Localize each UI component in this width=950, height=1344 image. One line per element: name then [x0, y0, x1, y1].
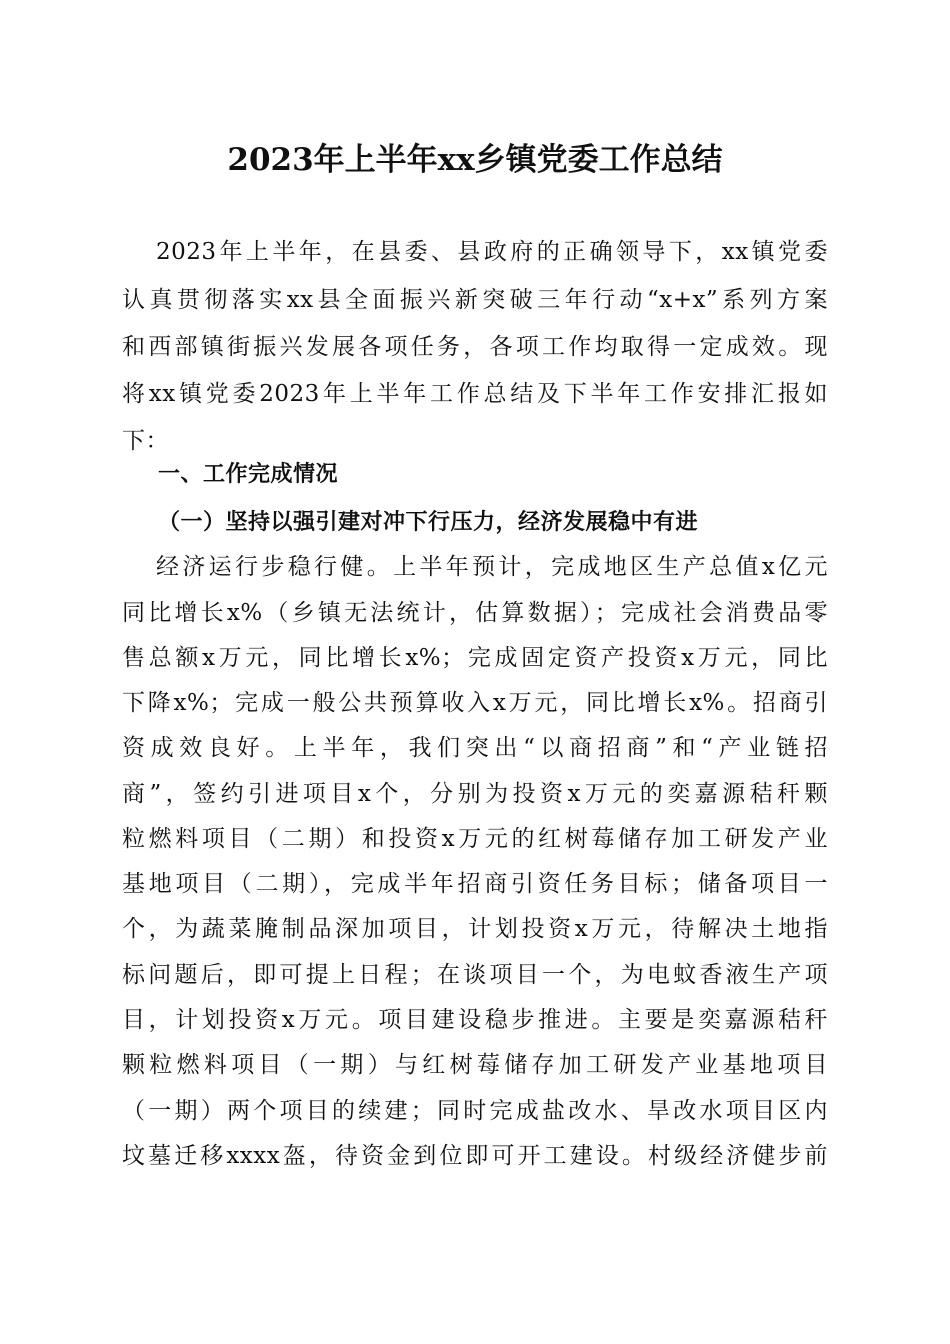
- body-line: 目，计划投资x万元。项目建设稳步推进。主要是奕嘉源秸秆: [122, 1007, 828, 1033]
- body-line: 个，为蔬菜腌制品深加项目，计划投资x万元，待解决土地指: [122, 916, 828, 942]
- body-line: 商”，签约引进项目x个，分别为投资x万元的奕嘉源秸秆颗: [122, 781, 828, 807]
- intro-line: 和西部镇街振兴发展各项任务，各项工作均取得一定成效。现: [122, 334, 828, 360]
- body-line: 同比增长x%（乡镇无法统计，估算数据）；完成社会消费品零: [122, 600, 828, 626]
- body-line: 坟墓迁移xxxx盔，待资金到位即可开工建设。村级经济健步前: [122, 1143, 828, 1169]
- body-line: 基地项目（二期），完成半年招商引资任务目标；储备项目一: [122, 871, 828, 897]
- section-heading: 一、工作完成情况: [158, 462, 339, 487]
- body-line: 粒燃料项目（二期）和投资x万元的红树莓储存加工研发产业: [122, 826, 828, 852]
- body-line: 标问题后，即可提上日程；在谈项目一个，为电蚊香液生产项: [122, 962, 828, 988]
- document-title: 2023年上半年xx乡镇党委工作总结: [227, 142, 723, 178]
- body-line: 资成效良好。上半年，我们突出“以商招商”和“产业链招: [122, 735, 828, 761]
- intro-line: 下：: [122, 428, 169, 454]
- body-line: 售总额x万元，同比增长x%；完成固定资产投资x万元，同比: [122, 645, 828, 671]
- body-line: 下降x%；完成一般公共预算收入x万元，同比增长x%。招商引: [122, 690, 828, 716]
- body-line: 颗粒燃料项目（一期）与红树莓储存加工研发产业基地项目: [122, 1052, 828, 1078]
- subsection-heading: （一）坚持以强引建对冲下行压力，经济发展稳中有进: [158, 509, 699, 535]
- intro-line: 认真贯彻落实xx县全面振兴新突破三年行动“x+x”系列方案: [122, 287, 828, 313]
- body-line: 经济运行步稳行健。上半年预计，完成地区生产总值x亿元: [156, 554, 828, 580]
- intro-line: 将xx镇党委2023年上半年工作总结及下半年工作安排汇报如: [122, 381, 828, 407]
- intro-line: 2023年上半年，在县委、县政府的正确领导下，xx镇党委: [156, 239, 828, 265]
- body-line: （一期）两个项目的续建；同时完成盐改水、旱改水项目区内: [122, 1098, 828, 1124]
